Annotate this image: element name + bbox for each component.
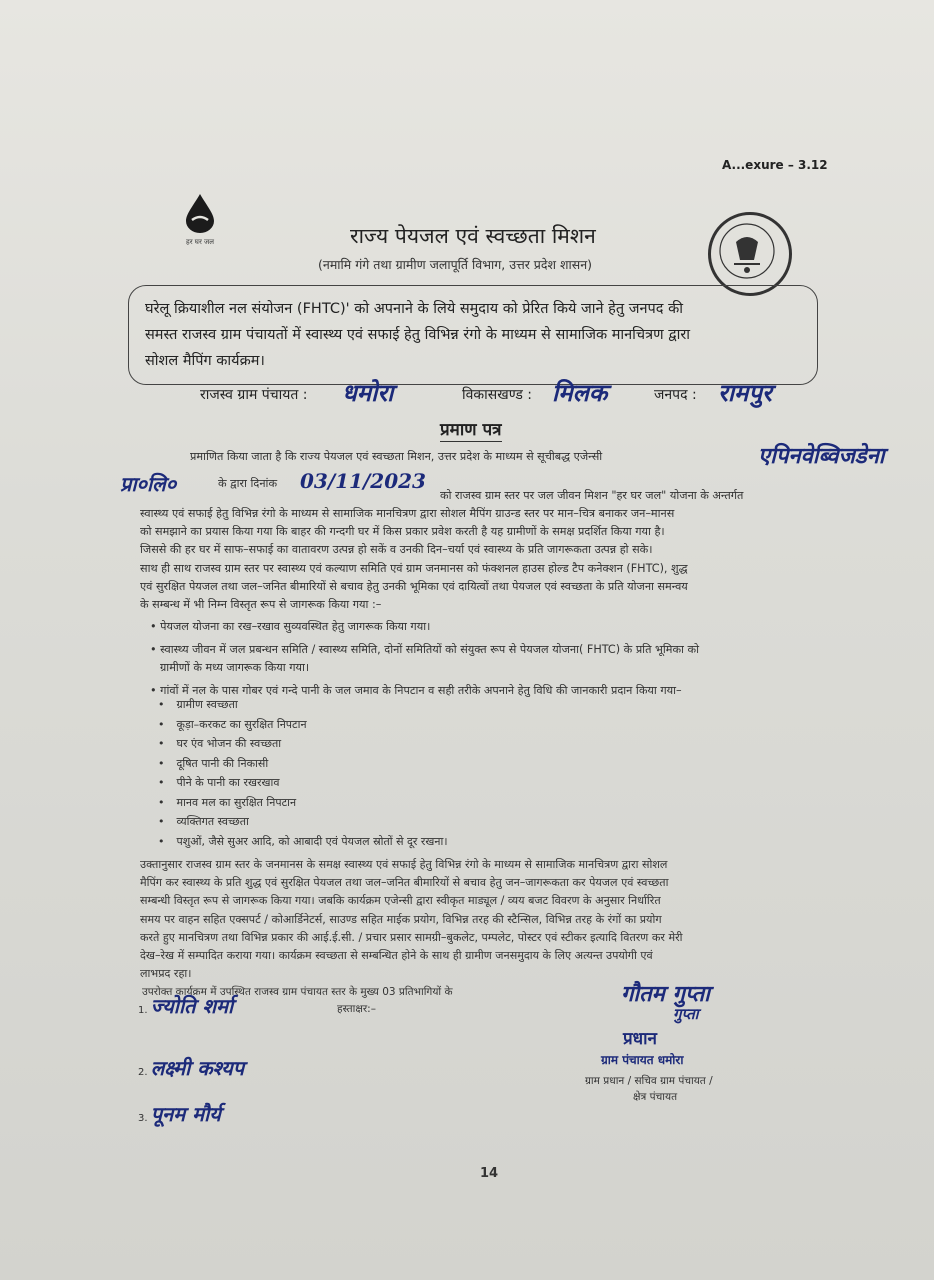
- participant-signature-3: [138, 1100, 221, 1127]
- up-government-seal: [708, 212, 792, 296]
- agency-handwritten: एपिनवेब्विजडेना: [758, 443, 885, 469]
- body-line: को समझाने का प्रयास किया गया कि बाहर की गन्दगी घर में किस प्रकार प्रवेश करती है यह ग्रामीणों के समक्ष प्रदर्शित किया गया है।: [140, 525, 665, 538]
- list-item: • ग्रामीण स्वच्छता: [158, 697, 448, 717]
- district-label: जनपद :: [654, 387, 697, 403]
- participant-name: ज्योति शर्मा: [150, 994, 234, 1018]
- sub-item-list: [158, 697, 448, 853]
- paragraph-line: मैपिंग कर स्वास्थ्य के प्रति शुद्ध एवं सुरक्षित पेयजल तथा जल–जनित बीमारियों से बचाव हेतु जन–जागरूकता कर पेयजल एवं स्वच्छता: [140, 876, 669, 890]
- paragraph-line: सम्बन्धी विस्तृत रूप से जागरूक किया गया। जबकि कार्यक्रम एजेन्सी द्वारा स्वीकृत माड्यूल / व्यय बजट विवरण के अनुसार निर्धारित: [140, 894, 661, 908]
- participant-name: पूनम मौर्य: [150, 1102, 221, 1126]
- designation-line: क्षेत्र पंचायत: [633, 1091, 678, 1103]
- body-line: प्रमाणित किया जाता है कि राज्य पेयजल एवं स्वच्छता मिशन, उत्तर प्रदेश के माध्यम से सूचीबद्ध एजेन्सी: [190, 450, 603, 463]
- participant-number: 3.: [138, 1113, 148, 1124]
- block-label: विकासखण्ड :: [462, 387, 533, 403]
- signature-note-line: हस्ताक्षर:–: [337, 1003, 376, 1015]
- seal-emblem-icon: [708, 212, 786, 290]
- page-number: 14: [480, 1166, 499, 1181]
- pradhan-signature-surname: गुप्ता: [673, 1005, 699, 1023]
- pradhan-signature-block: [585, 978, 713, 1104]
- list-item: • घर एंव भोजन की स्वच्छता: [158, 736, 448, 756]
- pradhan-signature: गौतम गुप्ता: [621, 981, 710, 1007]
- agency-suffix-handwritten: प्रा०लि०: [120, 472, 177, 496]
- block-value: मिलक: [552, 378, 608, 407]
- paragraph-line: उक्तानुसार राजस्व ग्राम स्तर के जनमानस के समक्ष स्वास्थ्य एवं सफाई हेतु विभिन्न रंगो के माध्यम से सामाजिक मानचित्रण द्वारा सोशल: [140, 858, 668, 871]
- bullet-list: [150, 618, 699, 704]
- body-line: को राजस्व ग्राम स्तर पर जल जीवन मिशन "हर घर जल" योजना के अन्तर्गत: [440, 489, 744, 502]
- signature-note-line: उपरोक्त कार्यक्रम में उपस्थित राजस्व ग्राम पंचायत स्तर के मुख्य 03 प्रतिभागियों के: [142, 986, 453, 998]
- gram-panchayat-stamp: ग्राम पंचायत धमोरा: [601, 1053, 684, 1067]
- har-ghar-jal-logo: [160, 192, 240, 246]
- designation-line: ग्राम प्रधान / सचिव ग्राम पंचायत /: [585, 1075, 713, 1087]
- list-item: • पेयजल योजना का रख–रखाव सुव्यवस्थित हेतु जागरूक किया गया।: [150, 620, 431, 633]
- date-handwritten: 03/11/2023: [300, 469, 426, 493]
- body-line: साथ ही साथ राजस्व ग्राम स्तर पर स्वास्थ्य एवं कल्याण समिति एवं ग्राम जनमानस को फंक्शनल हाउस होल्ड टैप कनेक्शन (FHTC), शुद्ध: [140, 562, 688, 575]
- water-drop-icon: [183, 192, 217, 234]
- paragraph-line: लाभप्रद रहा।: [140, 967, 192, 981]
- list-item: • व्यक्तिगत स्वच्छता: [158, 814, 448, 834]
- participant-signature-2: [138, 1054, 244, 1081]
- paragraph-line: समय पर वाहन सहित एक्सपर्ट / कोआर्डिनेटर्स, साउण्ड सहित माईक प्रयोग, विभिन्न तरह की स्टैन्सिल, विभिन्न तरह के रंगों का प्रयोग: [140, 912, 662, 926]
- participant-number: 2.: [138, 1067, 148, 1078]
- paragraph-line: करते हुए मानचित्रण तथा विभिन्न प्रकार की आई.ई.सी. / प्रचार प्रसार सामग्री–बुकलेट, पम्पलेट, पोस्टर एवं स्टीकर इत्यादि वितरण कर मेरी: [140, 930, 683, 944]
- list-item: • कूड़ा–करकट का सुरक्षित निपटान: [158, 717, 448, 737]
- body-line: के सम्बन्ध में भी निम्न विस्तृत रूप से जागरूक किया गया :–: [140, 598, 382, 611]
- list-item: • गांवों में नल के पास गोबर एवं गन्दे पानी के जल जमाव के निपटान व सही तरीके अपनाने हेतु विधि की जानकारी प्रदान किया गया–: [150, 683, 682, 697]
- body-line: के द्वारा दिनांक: [218, 477, 278, 490]
- org-title: राज्य पेयजल एवं स्वच्छता मिशन: [350, 224, 596, 248]
- closing-paragraph: [140, 856, 683, 983]
- gram-panchayat-label: राजस्व ग्राम पंचायत :: [200, 387, 308, 403]
- list-item: • दूषित पानी की निकासी: [158, 756, 448, 776]
- paragraph-line: देख–रेख में सम्पादित कराया गया। कार्यक्रम स्वच्छता से सम्बन्धित होने के साथ ही ग्रामीण जनसमुदाय के लिए अत्यन्त उपयोगी एवं: [140, 949, 653, 963]
- logo-text: हर घर जल: [186, 238, 214, 246]
- district-value: रामपुर: [718, 378, 772, 407]
- list-item: • स्वास्थ्य जीवन में जल प्रबन्धन समिति / स्वास्थ्य समिति, दोनों समितियों को संयुक्त रूप से पेयजल योजना( FHTC) के प्रति भूमिका को: [150, 642, 700, 656]
- body-line: जिससे की हर घर में साफ–सफाई का वातावरण उत्पन्न हो सकें व उनकी दिन–चर्या एवं स्वास्थ्य के प्रति जागरूकता उत्पन्न हो सके।: [140, 543, 653, 556]
- certificate-title: प्रमाण पत्र: [440, 417, 502, 442]
- pradhan-stamp: प्रधान: [623, 1029, 657, 1049]
- body-line: एवं सुरक्षित पेयजल तथा जल–जनित बीमारियों से बचाव हेतु उनकी भूमिका एवं दायित्वों तथा पेयजल एवं स्वच्छता के प्रति योजना समन्वय: [140, 580, 688, 593]
- participant-number: 1.: [138, 1005, 148, 1016]
- body-line: स्वास्थ्य एवं सफाई हेतु विभिन्न रंगो के माध्यम से सामाजिक मानचित्रण द्वारा सोशल मैपिंग ग्राउन्ड स्तर पर मान–चित्र बनाकर जन–मानस: [140, 507, 675, 520]
- topic-line: सोशल मैपिंग कार्यक्रम।: [145, 353, 265, 369]
- list-item: • मानव मल का सुरक्षित निपटान: [158, 795, 448, 815]
- annexure-label: A...exure – 3.12: [722, 158, 828, 172]
- org-subtitle: (नमामि गंगे तथा ग्रामीण जलापूर्ति विभाग, उत्तर प्रदेश शासन): [318, 257, 593, 272]
- topic-box: [128, 285, 818, 385]
- list-item: • पशुओं, जैसे सुअर आदि, को आबादी एवं पेयजल स्रोतों से दूर रखना।: [158, 834, 448, 854]
- participant-signature-1: [138, 992, 233, 1019]
- list-item: ग्रामीणों के मध्य जागरूक किया गया।: [160, 661, 310, 674]
- topic-line: घरेलू क्रियाशील नल संयोजन (FHTC)' को अपनाने के लिये समुदाय को प्रेरित किये जाने हेतु जनपद की: [145, 301, 683, 317]
- list-item: • पीने के पानी का रखरखाव: [158, 775, 448, 795]
- topic-line: समस्त राजस्व ग्राम पंचायतों में स्वास्थ्य एवं सफाई हेतु विभिन्न रंगो के माध्यम से सामाजिक मानचित्रण द्वारा: [145, 327, 691, 343]
- gram-panchayat-value: धमोरा: [342, 378, 394, 407]
- participant-name: लक्ष्मी कश्यप: [150, 1056, 245, 1080]
